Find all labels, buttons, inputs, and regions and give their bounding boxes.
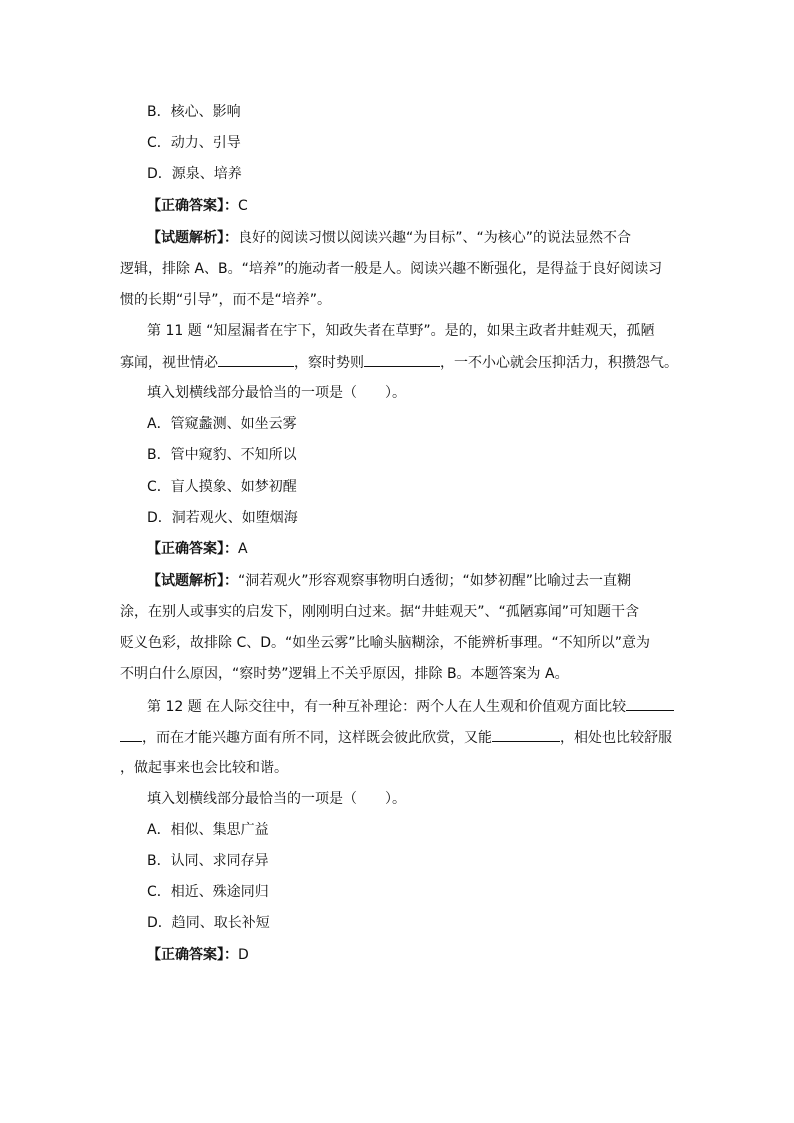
q12-answer-label: 【正确答案】： <box>147 947 238 963</box>
q12-blank-2 <box>492 727 560 742</box>
q10-analysis-l1-row <box>147 228 631 248</box>
q12-blank-1a <box>626 696 674 711</box>
q11-prompt: 填入划横线部分最恰当的一项是（ ）。 <box>147 385 406 401</box>
q12-stem-l1: 第 12 题 在人际交往中，有一种互补理论：两个人在人生观和价值观方面比较 <box>147 699 627 715</box>
q10-analysis-l2: 逻辑，排除 A、B。“培养”的施动者一般是人。阅读兴趣不断强化，是得益于良好阅读习 <box>120 261 663 277</box>
q11-stem-l1: 第 11 题 “知屋漏者在宇下，知政失者在草野”。是的，如果主政者井蛙观天，孤陋 <box>147 323 655 339</box>
q10-analysis-l1: 良好的阅读习惯以阅读兴趣“为目标”、“为核心”的说法显然不合 <box>238 230 632 246</box>
q11-answer-row <box>147 539 248 559</box>
q11-option-c: C．盲人摸象、如梦初醒 <box>147 479 297 495</box>
q10-analysis-label: 【试题解析】： <box>147 230 238 246</box>
q12-blank-1b <box>120 727 142 742</box>
q11-analysis-l1-row <box>147 571 631 591</box>
q11-blank-2 <box>364 352 440 367</box>
q11-blank-1 <box>218 352 294 367</box>
q11-answer: A <box>238 541 248 557</box>
q11-analysis-l3: 贬义色彩，故排除 C、D。“如坐云雾”比喻头脑糊涂，不能辨析事理。“不知所以”意为 <box>120 635 651 651</box>
q10-answer: C <box>238 198 248 214</box>
q12-stem-l3: ，做起事来也会比较和谐。 <box>120 760 288 776</box>
q11-option-a: A．管窥蠡测、如坐云雾 <box>147 416 297 432</box>
q11-option-d: D．洞若观火、如堕烟海 <box>147 510 298 526</box>
q11-stem-l2 <box>120 352 678 373</box>
q12-stem-l2 <box>120 727 672 748</box>
q12-option-a: A．相似、集思广益 <box>147 822 269 838</box>
q12-option-c: C．相近、殊途同归 <box>147 884 269 900</box>
q11-analysis-l2: 涂，在别人或事实的启发下，刚刚明白过来。据“井蛙观天”、“孤陋寡闻”可知题干含 <box>120 604 640 620</box>
q10-analysis-l3: 惯的长期“引导”，而不是“培养”。 <box>120 292 332 308</box>
q11-stem-l2c: ，一不小心就会压抑活力，积攒怨气。 <box>440 355 678 371</box>
q12-answer-row <box>147 945 249 965</box>
q10-option-d: D．源泉、培养 <box>147 166 242 182</box>
q10-option-c: C．动力、引导 <box>147 135 241 151</box>
q11-analysis-l4: 不明白什么原因，“察时势”逻辑上不关乎原因，排除 B。本题答案为 A。 <box>120 666 569 682</box>
q11-stem-l2a: 寡闻，视世情必 <box>120 355 218 371</box>
q10-answer-row <box>147 196 248 216</box>
q12-stem-l1-row <box>147 696 674 717</box>
q12-stem-l2b: ，相处也比较舒服 <box>560 730 672 746</box>
q11-stem-l2b: ，察时势则 <box>294 355 364 371</box>
q10-answer-label: 【正确答案】： <box>147 198 238 214</box>
q12-prompt: 填入划横线部分最恰当的一项是（ ）。 <box>147 791 406 807</box>
q11-answer-label: 【正确答案】： <box>147 541 238 557</box>
q10-option-b: B．核心、影响 <box>147 104 241 120</box>
q12-option-d: D．趋同、取长补短 <box>147 915 270 931</box>
q12-answer: D <box>238 947 249 963</box>
q11-option-b: B．管中窥豹、不知所以 <box>147 447 297 463</box>
q12-stem-l2a: ，而在才能兴趣方面有所不同，这样既会彼此欣赏，又能 <box>142 730 492 746</box>
q11-analysis-l1: “洞若观火”形容观察事物明白透彻；“如梦初醒”比喻过去一直糊 <box>238 573 632 589</box>
q12-option-b: B．认同、求同存异 <box>147 853 269 869</box>
q11-analysis-label: 【试题解析】： <box>147 573 238 589</box>
